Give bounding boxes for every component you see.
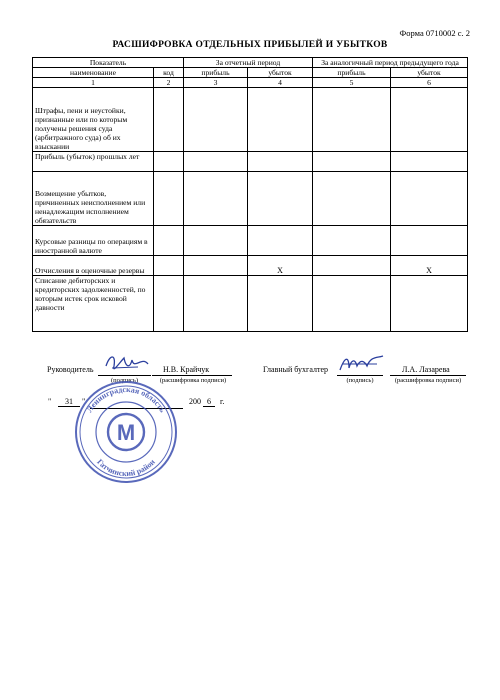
table-row bbox=[33, 226, 468, 256]
accountant-signature-scribble bbox=[337, 352, 387, 376]
date-day: 31 bbox=[58, 397, 80, 407]
cell-loss-previous bbox=[391, 276, 468, 332]
column-number-1: 1 bbox=[33, 78, 154, 88]
accountant-name-caption: (расшифровка подписи) bbox=[394, 377, 462, 384]
stamp-ring-top: Ленинградская область bbox=[84, 384, 168, 415]
head-label: Руководитель bbox=[47, 365, 94, 374]
head-sign-caption: (подпись) bbox=[111, 377, 138, 384]
stamp-ring-bottom: Гатчинский район bbox=[95, 457, 157, 479]
cell-profit-current bbox=[184, 152, 248, 172]
date-year-suffix: г. bbox=[220, 397, 225, 406]
svg-text:Ленинградская область bbox=[85, 385, 168, 415]
header-indicator: Показатель bbox=[33, 58, 184, 68]
cell-loss-current: X bbox=[248, 256, 313, 276]
head-signature-scribble bbox=[102, 352, 152, 376]
row-label: Отчисления в оценочные резервы bbox=[33, 256, 154, 276]
column-number-4: 4 bbox=[248, 78, 313, 88]
cell-profit-previous bbox=[313, 256, 391, 276]
accountant-sign-caption: (подпись) bbox=[346, 377, 374, 384]
header-current-period: За отчетный период bbox=[184, 58, 313, 68]
row-code bbox=[154, 172, 184, 226]
cell-loss-previous bbox=[391, 88, 468, 152]
table-row bbox=[33, 276, 468, 332]
cell-loss-current bbox=[248, 152, 313, 172]
table-row bbox=[33, 152, 468, 172]
date-year-prefix: 200 bbox=[189, 397, 201, 406]
breakdown-table bbox=[32, 57, 468, 332]
table-row bbox=[33, 172, 468, 226]
row-code bbox=[154, 226, 184, 256]
form-reference: Форма 0710002 с. 2 bbox=[399, 28, 470, 38]
row-label: Списание дебиторских и кредиторских задолженностей, по которым истек срок исковой давности bbox=[33, 276, 154, 332]
cell-profit-current bbox=[184, 276, 248, 332]
accountant-name: Л.А. Лазарева bbox=[402, 365, 450, 374]
cell-profit-previous bbox=[313, 226, 391, 256]
date-quote-close: " bbox=[82, 397, 86, 406]
row-code bbox=[154, 88, 184, 152]
header-profit-previous: прибыль bbox=[313, 68, 391, 78]
cell-loss-previous bbox=[391, 172, 468, 226]
header-profit-current: прибыль bbox=[184, 68, 248, 78]
header-loss-current: убыток bbox=[248, 68, 313, 78]
header-code: код bbox=[154, 68, 184, 78]
head-name: Н.В. Крайчук bbox=[163, 365, 210, 374]
cell-loss-current bbox=[248, 88, 313, 152]
row-label: Курсовые разницы по операциям в иностранной валюте bbox=[33, 226, 154, 256]
row-label: Возмещение убытков, причиненных неисполнением или ненадлежащим исполнением обязательств bbox=[33, 172, 154, 226]
cell-profit-current bbox=[184, 226, 248, 256]
cell-loss-previous: X bbox=[391, 256, 468, 276]
svg-text:Гатчинский район bbox=[95, 457, 157, 478]
official-stamp bbox=[72, 378, 180, 486]
cell-profit-previous bbox=[313, 276, 391, 332]
header-loss-previous: убыток bbox=[391, 68, 468, 78]
date-year-digit: 6 bbox=[203, 397, 215, 407]
row-label: Штрафы, пени и неустойки, признанные или по которым получены решения суда (арбитражного суда) об их взыскании bbox=[33, 88, 154, 152]
table-row bbox=[33, 88, 468, 152]
row-label: Прибыль (убыток) прошлых лет bbox=[33, 152, 154, 172]
cell-profit-current bbox=[184, 88, 248, 152]
row-code bbox=[154, 276, 184, 332]
column-number-2: 2 bbox=[154, 78, 184, 88]
cell-profit-current bbox=[184, 256, 248, 276]
cell-loss-current bbox=[248, 276, 313, 332]
cell-loss-previous bbox=[391, 226, 468, 256]
cell-loss-current bbox=[248, 172, 313, 226]
row-code bbox=[154, 256, 184, 276]
cell-profit-current bbox=[184, 172, 248, 226]
head-name-caption: (расшифровка подписи) bbox=[159, 377, 227, 384]
column-number-5: 5 bbox=[313, 78, 391, 88]
header-name: наименование bbox=[33, 68, 154, 78]
page-title: РАСШИФРОВКА ОТДЕЛЬНЫХ ПРИБЫЛЕЙ И УБЫТКОВ bbox=[112, 40, 388, 50]
row-code bbox=[154, 152, 184, 172]
accountant-label: Главный бухгалтер bbox=[263, 365, 328, 374]
column-number-6: 6 bbox=[391, 78, 468, 88]
cell-profit-previous bbox=[313, 152, 391, 172]
column-number-3: 3 bbox=[184, 78, 248, 88]
cell-profit-previous bbox=[313, 88, 391, 152]
header-previous-period: За аналогичный период предыдущего года bbox=[313, 58, 468, 68]
cell-profit-previous bbox=[313, 172, 391, 226]
table-row bbox=[33, 256, 468, 276]
stamp-center-letter: М bbox=[116, 420, 136, 445]
cell-loss-previous bbox=[391, 152, 468, 172]
cell-loss-current bbox=[248, 226, 313, 256]
date-quote-open: " bbox=[48, 397, 52, 406]
